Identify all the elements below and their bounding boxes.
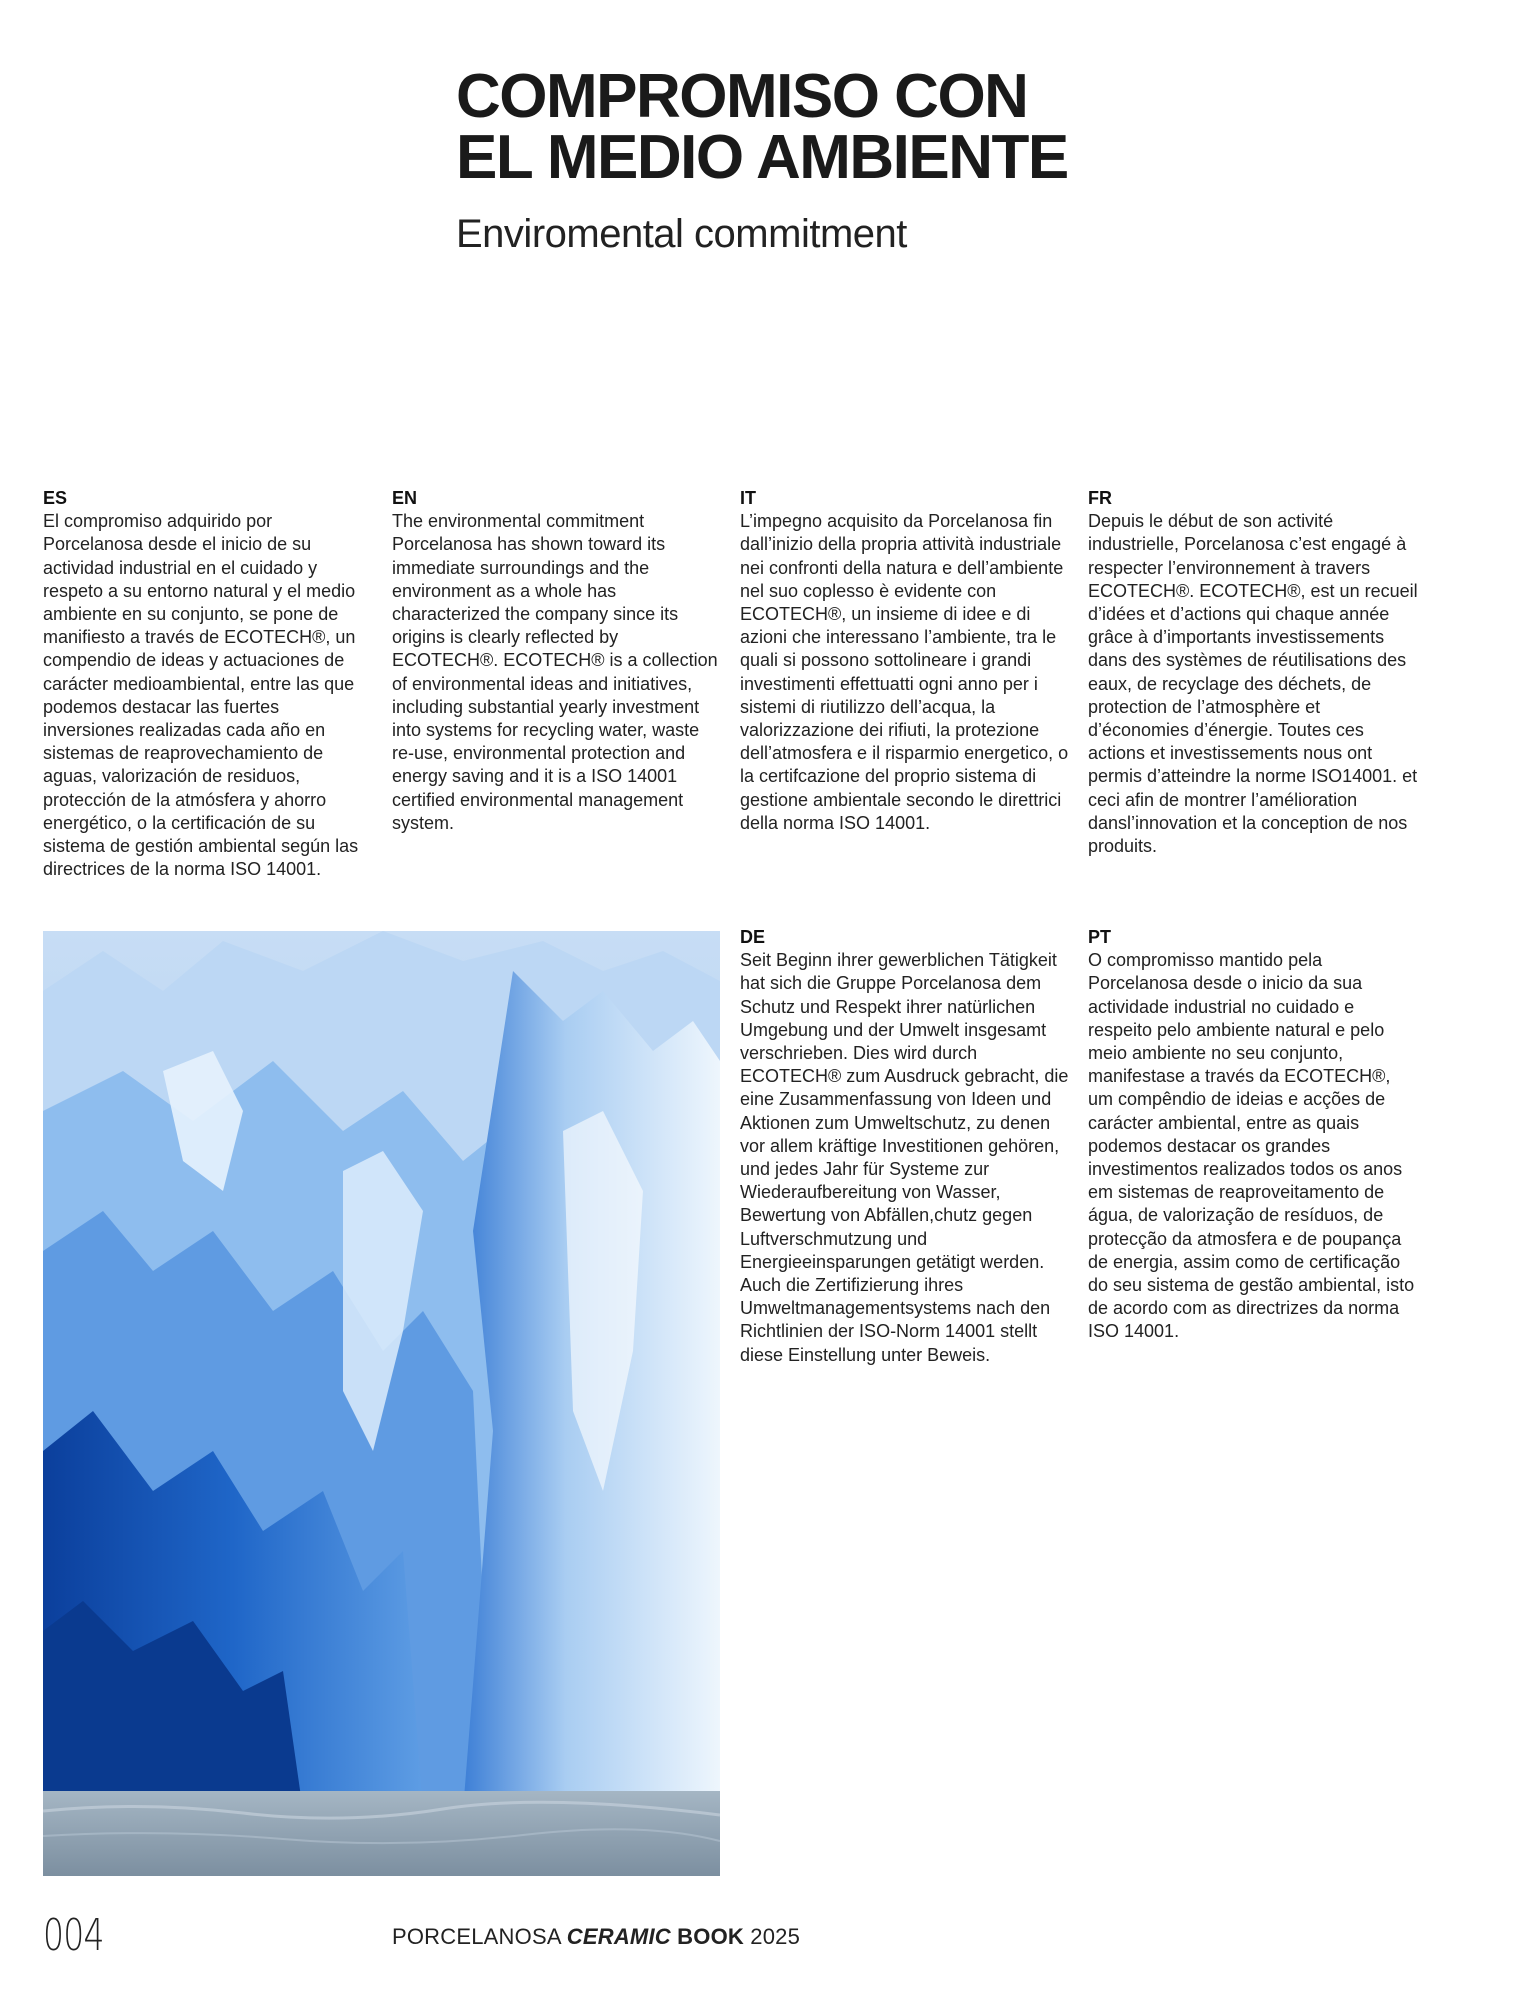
- text-column-fr: [1088, 487, 1418, 858]
- language-label-de: DE: [740, 927, 766, 947]
- paragraph-pt: O compromisso mantido pela Porcelanosa desde o inicio da sua actividade industrial no cuidado e respeito pelo ambiente natural e pelo meio ambiente no seu conjunto, manifestase a través da ECOTECH®, um compêndio de ideias e acções de carácter ambiental, entre as quais podemos destacar os grandes investimentos realizados todos os anos em sistemas de reaproveitamento de água, de valorização de resíduos, de protecção da atmosfera e de poupança de energia, assim como de certificação do seu sistema de gestão ambiental, isto de acordo com as directrizes da norma ISO 14001.: [1088, 950, 1415, 1342]
- page-title-line-1: COMPROMISO CON: [456, 62, 1028, 131]
- footer-brand: [392, 1924, 800, 1950]
- text-column-it: [740, 487, 1070, 835]
- page-subtitle: Enviromental commitment: [456, 212, 907, 256]
- brand-ceramic: CERAMIC: [566, 1924, 671, 1949]
- text-column-pt: [1088, 926, 1418, 1344]
- language-label-es: ES: [43, 488, 68, 508]
- glacier-photo: [43, 931, 720, 1876]
- title-block: [456, 62, 1456, 257]
- language-label-it: IT: [740, 488, 756, 508]
- text-column-de: [740, 926, 1070, 1367]
- brand-book: BOOK: [670, 1924, 744, 1949]
- paragraph-fr: Depuis le début de son activité industrielle, Porcelanosa c’est engagé à respecter l’environnement à travers ECOTECH®. ECOTECH®, est un recueil d’idées et d’actions qui chaque année grâce à d’importants investissements dans des systèmes de réutilisations des eaux, de recyclage des déchets, de protection de l’atmosphère et d’économies d’énergie. Toutes ces actions et investissements nous ont permis d’atteindre la norme ISO14001. et ceci afin de montrer l’amélioration dansl’innovation et la conception de nos produits.: [1088, 511, 1418, 857]
- page-title-line-2: EL MEDIO AMBIENTE: [456, 123, 1068, 192]
- language-label-fr: FR: [1088, 488, 1112, 508]
- glacier-illustration: [43, 931, 720, 1876]
- language-label-pt: PT: [1088, 927, 1112, 947]
- brand-name: PORCELANOSA: [392, 1924, 567, 1949]
- paragraph-it: L’impegno acquisito da Porcelanosa fin dall’inizio della propria attività industriale nei confronti della natura e dell’ambiente nel suo coplesso è evidente con ECOTECH®, un insieme di idee e di azioni che interessano l’ambiente, tra le quali si possono sottolineare i grandi investimenti effettuatti ogni anno per i sistemi di riutilizzo dell’acqua, la valorizzazione dei rifiuti, la protezione dell’atmosfera e il risparmio energetico, o la certifcazione del proprio sistema di gestione ambientale secondo le direttrici della norma ISO 14001.: [740, 511, 1069, 833]
- page-number: 004: [43, 1910, 104, 1961]
- text-column-es: [43, 487, 373, 881]
- language-label-en: EN: [392, 488, 418, 508]
- brand-year: 2025: [744, 1924, 801, 1949]
- paragraph-es: El compromiso adquirido por Porcelanosa desde el inicio de su actividad industrial en el cuidado y respeto a su entorno natural y el medio ambiente en su conjunto, se pone de manifiesto a través de ECOTECH®, un compendio de ideas y actuaciones de carácter medioambiental, entre las que podemos destacar las fuertes inversiones realizadas cada año en sistemas de reaprovechamiento de aguas, valorización de residuos, protección de la atmósfera y ahorro energético, o la certificación de su sistema de gestión ambiental según las directrices de la norma ISO 14001.: [43, 511, 359, 880]
- paragraph-en: The environmental commitment Porcelanosa has shown toward its immediate surroundings and the environment as a whole has characterized the company since its origins is clearly reflected by ECOTECH®. ECOTECH® is a collection of environmental ideas and initiatives, including substantial yearly investment into systems for recycling water, waste re-use, environmental protection and energy saving and it is a ISO 14001 certified environmental management system.: [392, 511, 718, 833]
- paragraph-de: Seit Beginn ihrer gewerblichen Tätigkeit hat sich die Gruppe Porcelanosa dem Schutz und Respekt ihrer natürlichen Umgebung und der Umwelt insgesamt verschrieben. Dies wird durch ECOTECH® zum Ausdruck gebracht, die eine Zusammenfassung von Ideen und Aktionen zum Umweltschutz, zu denen vor allem kräftige Investitionen gehören, und jedes Jahr für Systeme zur Wiederaufbereitung von Wasser, Bewertung von Abfällen,chutz gegen Luftverschmutzung und Energieeinsparungen getätigt werden. Auch die Zertifizierung ihres Umweltmanagementsystems nach den Richtlinien der ISO-Norm 14001 stellt diese Einstellung unter Beweis.: [740, 950, 1069, 1365]
- text-column-en: [392, 487, 722, 835]
